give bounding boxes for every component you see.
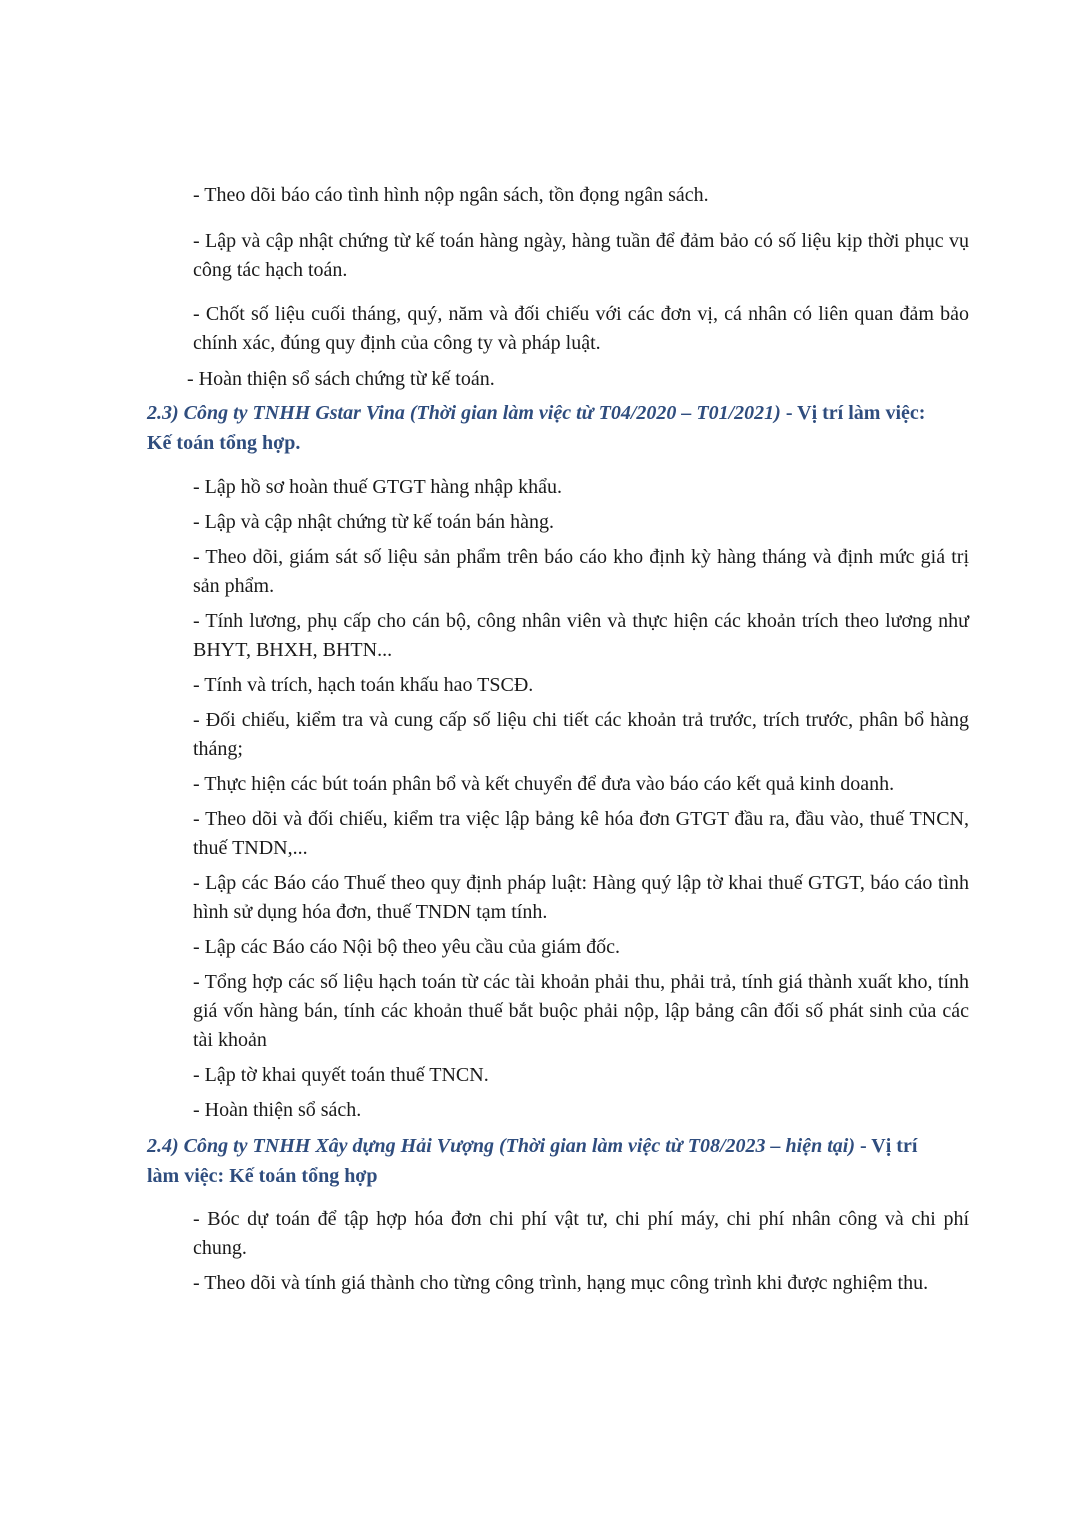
section-heading-2-4 <box>147 1131 942 1191</box>
list-item: - Đối chiếu, kiểm tra và cung cấp số liệu chi tiết các khoản trả trước, trích trước, phân bổ hàng tháng; <box>193 709 969 760</box>
list-item: - Lập các Báo cáo Thuế theo quy định pháp luật: Hàng quý lập tờ khai thuế GTGT, báo cáo tình hình sử dụng hóa đơn, thuế TNDN tạm tính. <box>193 872 969 923</box>
list-item: - Thực hiện các bút toán phân bổ và kết chuyển để đưa vào báo cáo kết quả kinh doanh. <box>193 773 895 795</box>
list-item: - Tính lương, phụ cấp cho cán bộ, công nhân viên và thực hiện các khoản trích theo lương như BHYT, BHXH, BHTN... <box>193 610 969 661</box>
list-item: - Tổng hợp các số liệu hạch toán từ các tài khoản phải thu, phải trả, tính giá thành xuất kho, tính giá vốn hàng bán, tính các khoản thuế bắt buộc phải nộp, lập bảng cân đối số phát sinh của các tài khoản <box>193 971 969 1051</box>
list-item: - Theo dõi, giám sát số liệu sản phẩm trên báo cáo kho định kỳ hàng tháng và định mức giá trị sản phẩm. <box>193 546 969 597</box>
list-item: - Hoàn thiện sổ sách chứng từ kế toán. <box>187 368 495 390</box>
heading-company: 2.3) Công ty TNHH Gstar Vina (Thời gian làm việc từ T04/2020 – T01/2021) <box>147 402 781 424</box>
heading-company: 2.4) Công ty TNHH Xây dựng Hải Vượng (Thời gian làm việc từ T08/2023 – hiện tại) <box>147 1135 855 1157</box>
list-item: - Theo dõi và đối chiếu, kiểm tra việc lập bảng kê hóa đơn GTGT đầu ra, đầu vào, thuế TNCN, thuế TNDN,... <box>193 808 969 859</box>
list-item: - Lập và cập nhật chứng từ kế toán hàng ngày, hàng tuần để đảm bảo có số liệu kịp thời phục vụ công tác hạch toán. <box>193 230 969 281</box>
section-heading-2-3 <box>147 398 942 458</box>
list-item: - Hoàn thiện sổ sách. <box>193 1099 362 1121</box>
list-item: - Lập hồ sơ hoàn thuế GTGT hàng nhập khẩu. <box>193 476 563 498</box>
list-item: - Bóc dự toán để tập hợp hóa đơn chi phí vật tư, chi phí máy, chi phí nhân công và chi phí chung. <box>193 1208 969 1259</box>
list-item: - Tính và trích, hạch toán khấu hao TSCĐ. <box>193 674 534 696</box>
list-item: - Theo dõi và tính giá thành cho từng công trình, hạng mục công trình khi được nghiệm thu. <box>193 1272 929 1294</box>
list-item: - Lập và cập nhật chứng từ kế toán bán hàng. <box>193 511 554 533</box>
heading-position: - Vị trí làm việc: Kế toán tổng hợp <box>147 1135 918 1187</box>
heading-position: - Vị trí làm việc: Kế toán tổng hợp. <box>147 402 926 454</box>
list-item: - Chốt số liệu cuối tháng, quý, năm và đối chiếu với các đơn vị, cá nhân có liên quan đảm bảo chính xác, đúng quy định của công ty và pháp luật. <box>193 303 969 354</box>
list-item: - Theo dõi báo cáo tình hình nộp ngân sách, tồn đọng ngân sách. <box>193 184 709 206</box>
list-item: - Lập các Báo cáo Nội bộ theo yêu cầu của giám đốc. <box>193 936 621 958</box>
list-item: - Lập tờ khai quyết toán thuế TNCN. <box>193 1064 489 1086</box>
